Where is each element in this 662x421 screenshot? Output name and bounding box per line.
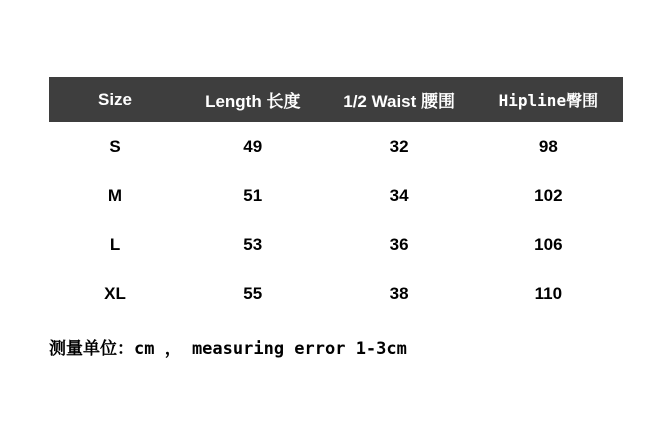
size-table: [49, 77, 623, 318]
measurement-unit-note: 测量单位：cm ， measuring error 1-3cm: [49, 339, 407, 359]
cell-length: 51: [243, 185, 263, 205]
table-row-s: [49, 122, 623, 171]
header-cell-size: Size: [97, 89, 133, 109]
table-row-xl: [49, 269, 623, 318]
cell-half-waist: 32: [389, 136, 409, 156]
header-cell-length: Length 长度: [205, 92, 301, 111]
cell-half-waist: 38: [389, 283, 409, 303]
cell-hipline: 106: [534, 234, 563, 254]
header-cell-half-waist: 1/2 Waist 腰围: [343, 92, 456, 111]
cell-hipline: 110: [534, 283, 563, 303]
cell-size: M: [107, 185, 123, 205]
cell-half-waist: 34: [389, 185, 409, 205]
cell-hipline: 102: [534, 185, 563, 205]
cell-half-waist: 36: [389, 234, 409, 254]
cell-size: XL: [104, 283, 126, 303]
table-row-m: [49, 171, 623, 220]
cell-size: L: [109, 234, 121, 254]
table-row-l: [49, 220, 623, 269]
cell-length: 53: [243, 234, 263, 254]
cell-length: 49: [243, 136, 263, 156]
header-cell-hipline: Hipline臀围: [498, 91, 599, 110]
cell-hipline: 98: [538, 136, 558, 156]
table-header-row: [49, 77, 623, 122]
cell-length: 55: [243, 283, 263, 303]
cell-size: S: [109, 136, 121, 156]
